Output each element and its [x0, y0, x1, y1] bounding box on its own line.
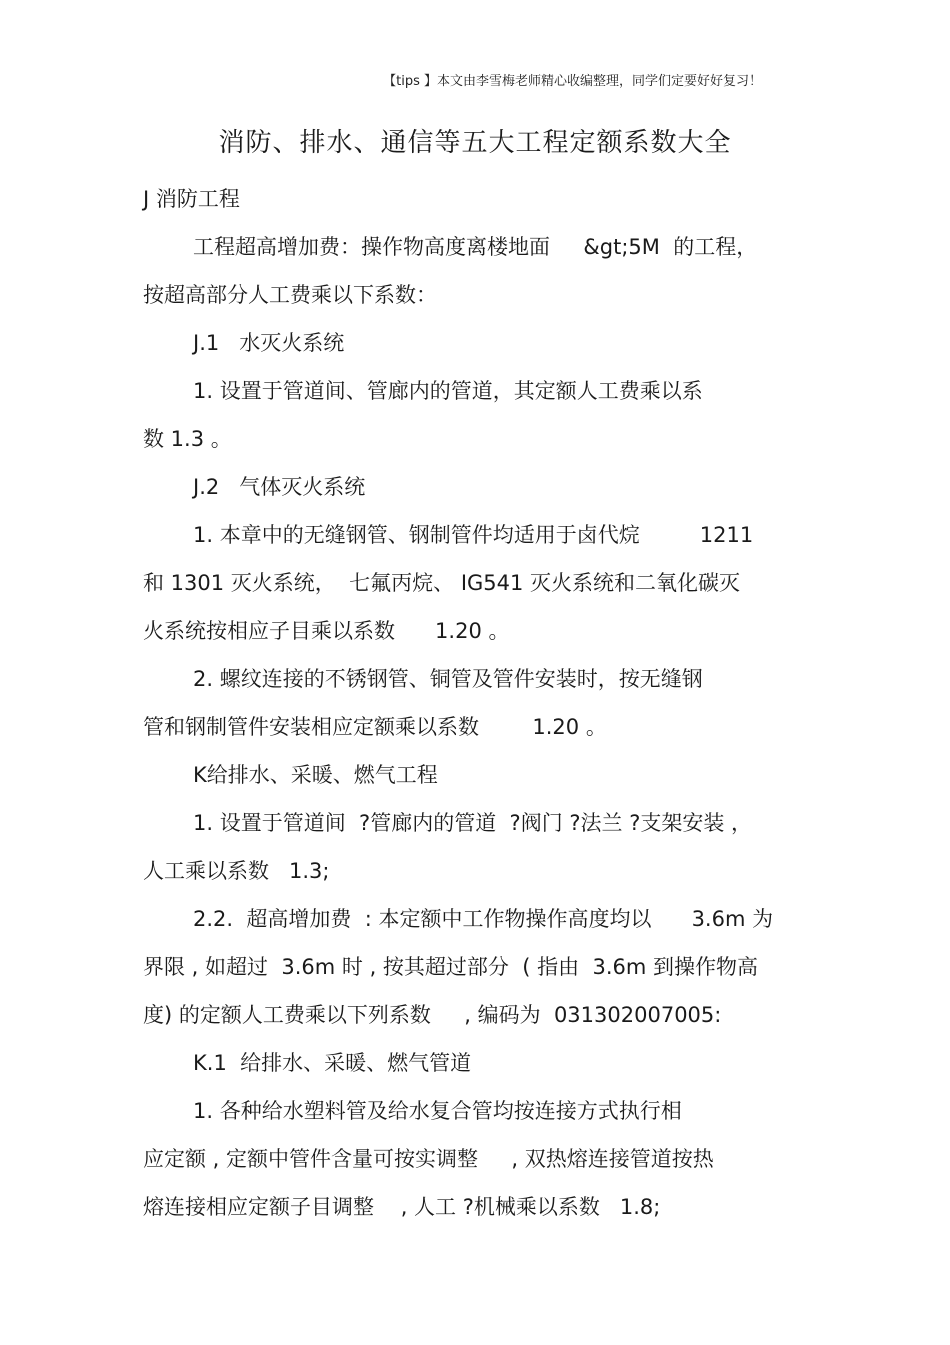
subsection-heading-j2: J.2 气体灭火系统 [193, 475, 366, 499]
paragraph-line: 度) 的定额人工费乘以下列系数 , 编码为 031302007005: [143, 1003, 722, 1027]
paragraph-line: 1. 各种给水塑料管及给水复合管均按连接方式执行相 [193, 1099, 682, 1123]
subsection-heading-j1: J.1 水灭火系统 [193, 331, 345, 355]
paragraph-line: 1. 设置于管道间 ?管廊内的管道 ?阀门 ?法兰 ?支架安装 ， [193, 811, 753, 835]
paragraph-line: 应定额 , 定额中管件含量可按实调整 , 双热熔连接管道按热 [143, 1147, 714, 1171]
paragraph-line: 2.2. 超高增加费 : 本定额中工作物操作高度均以 3.6m 为 [193, 907, 774, 931]
section-heading-j: J 消防工程 [143, 187, 240, 211]
page-title: 消防、排水、通信等五大工程定额系数大全 [218, 128, 732, 158]
paragraph-line: 1. 设置于管道间、管廊内的管道，其定额人工费乘以系 [193, 379, 703, 403]
section-heading-k: K给排水、采暖、燃气工程 [193, 763, 438, 787]
paragraph-line: 和 1301 灭火系统， 七氟丙烷、 IG541 灭火系统和二氧化碳灭 [143, 571, 741, 595]
paragraph-line: 熔连接相应定额子目调整 , 人工 ?机械乘以系数 1.8; [143, 1195, 661, 1219]
paragraph-line: 按超高部分人工费乘以下系数： [143, 283, 437, 307]
paragraph-line: 人工乘以系数 1.3; [143, 859, 330, 883]
paragraph-line: 数 1.3 。 [143, 427, 232, 451]
paragraph-line: 工程超高增加费：操作物高度离楼地面 &gt;5M 的工程， [193, 235, 758, 259]
header-tip: 【tips 】本文由李雪梅老师精心收编整理，同学们定要好好复习！ [383, 74, 762, 89]
paragraph-line: 1. 本章中的无缝钢管、钢制管件均适用于卤代烷 1211 [193, 523, 754, 547]
paragraph-line: 火系统按相应子目乘以系数 1.20 。 [143, 619, 510, 643]
paragraph-line: 2. 螺纹连接的不锈钢管、铜管及管件安装时，按无缝钢 [193, 667, 703, 691]
paragraph-line: 界限 , 如超过 3.6m 时 , 按其超过部分 ( 指由 3.6m 到操作物高 [143, 955, 759, 979]
subsection-heading-k1: K.1 给排水、采暖、燃气管道 [193, 1051, 472, 1075]
paragraph-line: 管和钢制管件安装相应定额乘以系数 1.20 。 [143, 715, 607, 739]
